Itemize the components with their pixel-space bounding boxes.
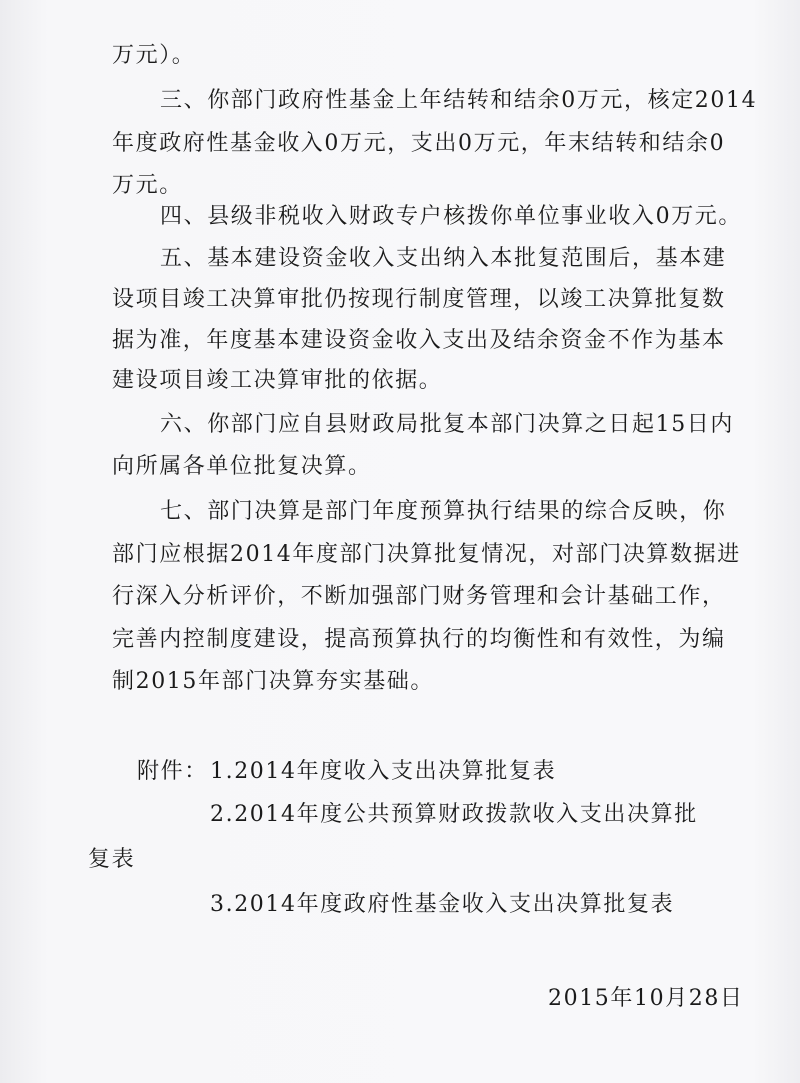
document-date: 2015年10月28日 bbox=[548, 986, 744, 1011]
paragraph-seven-line: 行深入分析评价，不断加强部门财务管理和会计基础工作， bbox=[112, 584, 726, 609]
paragraph-seven-line: 部门应根据2014年度部门决算批复情况，对部门决算数据进 bbox=[112, 542, 741, 567]
attachment-item: 3.2014年度政府性基金收入支出决算批复表 bbox=[210, 892, 675, 917]
paragraph-three-line: 万元。 bbox=[112, 173, 183, 198]
paragraph-seven-line: 完善内控制度建设，提高预算执行的均衡性和有效性，为编 bbox=[112, 627, 726, 652]
paragraph-three-line: 年度政府性基金收入0万元，支出0万元，年末结转和结余0 bbox=[112, 131, 726, 156]
paragraph-five-line: 五、基本建设资金收入支出纳入本批复范围后，基本建 bbox=[160, 246, 727, 271]
paragraph-five-line: 据为准，年度基本建设资金收入支出及结余资金不作为基本 bbox=[112, 328, 726, 353]
paragraph-four-line: 四、县级非税收入财政专户核拨你单位事业收入0万元。 bbox=[160, 204, 742, 229]
attachment-item: 1.2014年度收入支出决算批复表 bbox=[210, 759, 557, 784]
attachment-item: 2.2014年度公共预算财政拨款收入支出决算批 bbox=[210, 802, 698, 827]
body-line: 万元）。 bbox=[112, 43, 196, 68]
paragraph-seven-line: 七、部门决算是部门年度预算执行结果的综合反映，你 bbox=[160, 499, 727, 524]
paragraph-seven-line: 制2015年部门决算夯实基础。 bbox=[112, 669, 434, 694]
paragraph-five-line: 建设项目竣工决算审批的依据。 bbox=[112, 368, 443, 393]
attachments-label: 附件： bbox=[137, 759, 208, 784]
paragraph-five-line: 设项目竣工决算审批仍按现行制度管理，以竣工决算批复数 bbox=[112, 287, 726, 312]
paragraph-six-line: 向所属各单位批复决算。 bbox=[112, 454, 372, 479]
attachment-item-continued: 复表 bbox=[88, 847, 136, 872]
paragraph-three-line: 三、你部门政府性基金上年结转和结余0万元，核定2014 bbox=[160, 88, 758, 113]
paragraph-six-line: 六、你部门应自县财政局批复本部门决算之日起15日内 bbox=[160, 412, 734, 437]
